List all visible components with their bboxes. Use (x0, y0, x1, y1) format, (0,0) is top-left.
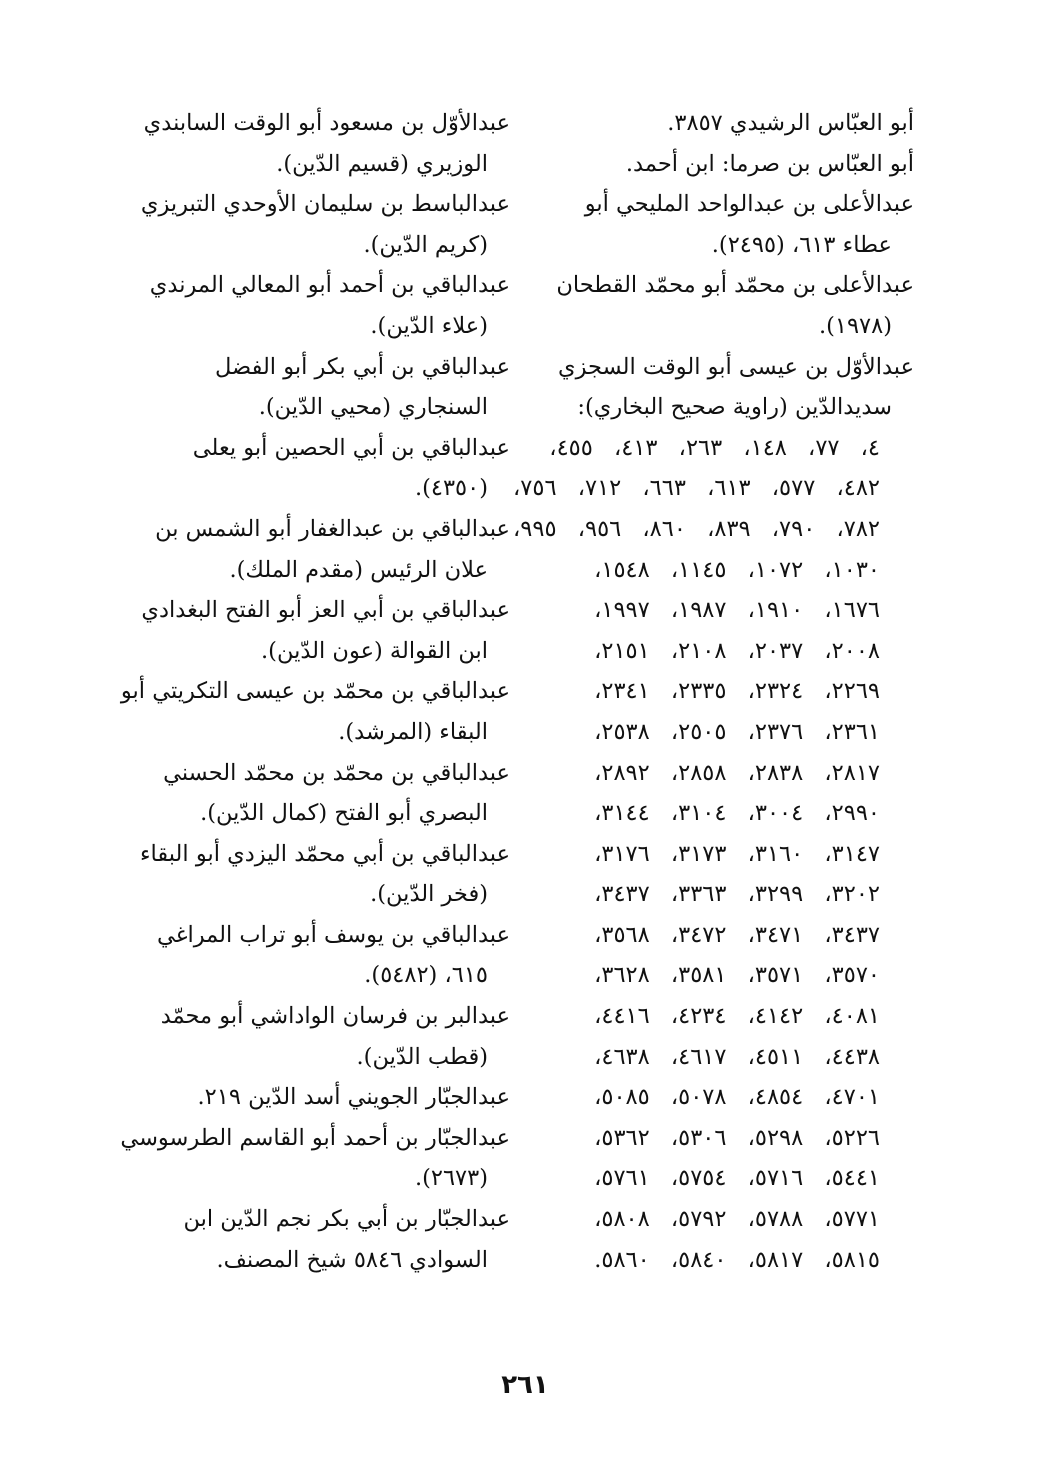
number-line: ٤٨٢، ٥٧٧، ٦١٣، ٦٦٣، ٧١٢، ٧٥٦، (513, 475, 880, 502)
entry-line: عبدالجبّار الجويني أسد الدّين ٢١٩. (197, 1084, 510, 1111)
entry-line: عبدالأوّل بن مسعود أبو الوقت السابندي (143, 110, 510, 136)
entry-continuation: السوادي ٥٨٤٦ شيخ المصنف. (216, 1246, 488, 1273)
number-line: ٤٤٣٨، ٤٥١١، ٤٦١٧، ٤٦٣٨، (594, 1043, 880, 1070)
entry-line: عبدالبر بن فرسان الواداشي أبو محمّد (160, 1003, 510, 1030)
entry-line: عبدالأوّل بن عيسى أبو الوقت السجزي (558, 353, 914, 380)
entry-continuation: (علاء الدّين). (370, 312, 488, 339)
index-entry (120, 265, 510, 346)
index-entry (120, 347, 510, 428)
entry-line: عبدالجبّار بن أبي بكر نجم الدّين ابن (183, 1206, 510, 1233)
index-entry (120, 509, 510, 590)
entry-line: أبو العبّاس الرشيدي ٣٨٥٧. (667, 110, 914, 136)
index-entry (120, 753, 510, 834)
entry-continuation: البقاء (المرشد). (338, 718, 488, 745)
number-line: ٣٢٠٢، ٣٢٩٩، ٣٣٦٣، ٣٤٣٧، (594, 881, 880, 908)
entry-continuation: (فخر الدّين). (370, 881, 488, 908)
index-entry (120, 671, 510, 752)
number-line: ٥٢٢٦، ٥٢٩٨، ٥٣٠٦، ٥٣٦٢، (594, 1124, 880, 1151)
entry-line: عبدالباقي بن محمّد بن محمّد الحسني (163, 759, 510, 786)
index-entry (524, 347, 914, 428)
entry-continuation: (كريم الدّين). (363, 231, 488, 258)
index-entry (120, 1199, 510, 1280)
index-entry (120, 996, 510, 1077)
number-line: ٥٨١٥، ٥٨١٧، ٥٨٤٠، ٥٨٦٠. (594, 1246, 880, 1273)
index-entry (120, 428, 510, 509)
entry-continuation: السنجاري (محيي الدّين). (258, 394, 488, 421)
index-entry (120, 834, 510, 915)
index-entry (120, 915, 510, 996)
entry-line: عبدالأعلى بن محمّد أبو محمّد القطحان (556, 272, 914, 299)
number-line: ١٠٣٠، ١٠٧٢، ١١٤٥، ١٥٤٨، (594, 556, 880, 583)
reference-numbers (513, 428, 914, 1280)
entry-continuation: (قطب الدّين). (356, 1043, 488, 1070)
number-line: ٣١٤٧، ٣١٦٠، ٣١٧٣، ٣١٧٦، (594, 840, 880, 867)
index-entry (524, 144, 914, 185)
index-entry (120, 103, 510, 184)
number-line: ٤٧٠١، ٤٨٥٤، ٥٠٧٨، ٥٠٨٥، (594, 1084, 880, 1111)
number-line: ٢٨١٧، ٢٨٣٨، ٢٨٥٨، ٢٨٩٢، (594, 759, 880, 786)
index-entry (524, 184, 914, 265)
number-line: ٤، ٧٧، ١٤٨، ٢٦٣، ٤١٣، ٤٥٥، (549, 434, 880, 461)
entry-continuation: علان الرئيس (مقدم الملك). (229, 556, 488, 583)
entry-line: عبدالباقي بن أحمد أبو المعالي المرندي (149, 272, 510, 299)
entry-continuation: عطاء ٦١٣، (٢٤٩٥). (711, 231, 892, 258)
entry-line: أبو العبّاس بن صرما: ابن أحمد. (625, 150, 914, 177)
number-line: ١٦٧٦، ١٩١٠، ١٩٨٧، ١٩٩٧، (594, 597, 880, 624)
number-line: ٣٤٣٧، ٣٤٧١، ٣٤٧٢، ٣٥٦٨، (594, 921, 880, 948)
page-number: ٢٦١ (501, 1370, 549, 1400)
entry-line: عبدالأعلى بن عبدالواحد المليحي أبو (584, 191, 914, 218)
entry-continuation: الوزيري (قسيم الدّين). (276, 150, 488, 177)
number-line: ٧٨٢، ٧٩٠، ٨٣٩، ٨٦٠، ٩٥٦، ٩٩٥، (513, 515, 880, 542)
entry-line: عبدالباقي بن أبي العز أبو الفتح البغدادي (141, 597, 510, 624)
number-line: ٢٢٦٩، ٢٣٢٤، ٢٣٣٥، ٢٣٤١، (594, 678, 880, 705)
index-entry (120, 1077, 510, 1118)
entry-continuation: سديدالدّين (راوية صحيح البخاري): (577, 394, 892, 421)
index-entry (120, 590, 510, 671)
entry-continuation: (٢٦٧٣). (414, 1165, 488, 1192)
left-column (120, 103, 510, 1280)
index-entry (524, 265, 914, 346)
entry-line: عبدالجبّار بن أحمد أبو القاسم الطرسوسي (120, 1124, 510, 1151)
index-entry (120, 184, 510, 265)
number-line: ٢٩٩٠، ٣٠٠٤، ٣١٠٤، ٣١٤٤، (594, 800, 880, 827)
entry-continuation: ابن القوالة (عون الدّين). (261, 637, 488, 664)
number-line: ٣٥٧٠، ٣٥٧١، ٣٥٨١، ٣٦٢٨، (594, 962, 880, 989)
entry-line: عبدالباقي بن أبي الحصين أبو يعلى (192, 434, 510, 461)
number-line: ٥٤٤١، ٥٧١٦، ٥٧٥٤، ٥٧٦١، (594, 1165, 880, 1192)
entry-line: عبدالباقي بن أبي بكر أبو الفضل (215, 353, 510, 380)
entry-line: عبدالباسط بن سليمان الأوحدي التبريزي (140, 191, 510, 218)
index-entry (120, 1118, 510, 1199)
number-line: ٢٣٦١، ٢٣٧٦، ٢٥٠٥، ٢٥٣٨، (594, 718, 880, 745)
entry-continuation: ٦١٥، (٥٤٨٢). (364, 962, 488, 989)
entry-line: عبدالباقي بن عبدالغفار أبو الشمس بن (155, 515, 510, 542)
entry-continuation: البصري أبو الفتح (كمال الدّين). (200, 800, 488, 827)
entry-continuation: (٤٣٥٠). (414, 475, 488, 502)
number-line: ٢٠٠٨، ٢٠٣٧، ٢١٠٨، ٢١٥١، (594, 637, 880, 664)
entry-line: عبدالباقي بن يوسف أبو تراب المراغي (156, 921, 510, 948)
entry-continuation: (١٩٧٨). (818, 312, 892, 339)
number-line: ٥٧٧١، ٥٧٨٨، ٥٧٩٢، ٥٨٠٨، (594, 1206, 880, 1233)
number-line: ٤٠٨١، ٤١٤٢، ٤٢٣٤، ٤٤١٦، (594, 1003, 880, 1030)
right-column (513, 103, 914, 1280)
entry-line: عبدالباقي بن أبي محمّد اليزدي أبو البقاء (139, 840, 510, 867)
entry-line: عبدالباقي بن محمّد بن عيسى التكريتي أبو (120, 678, 510, 705)
index-entry (524, 103, 914, 144)
